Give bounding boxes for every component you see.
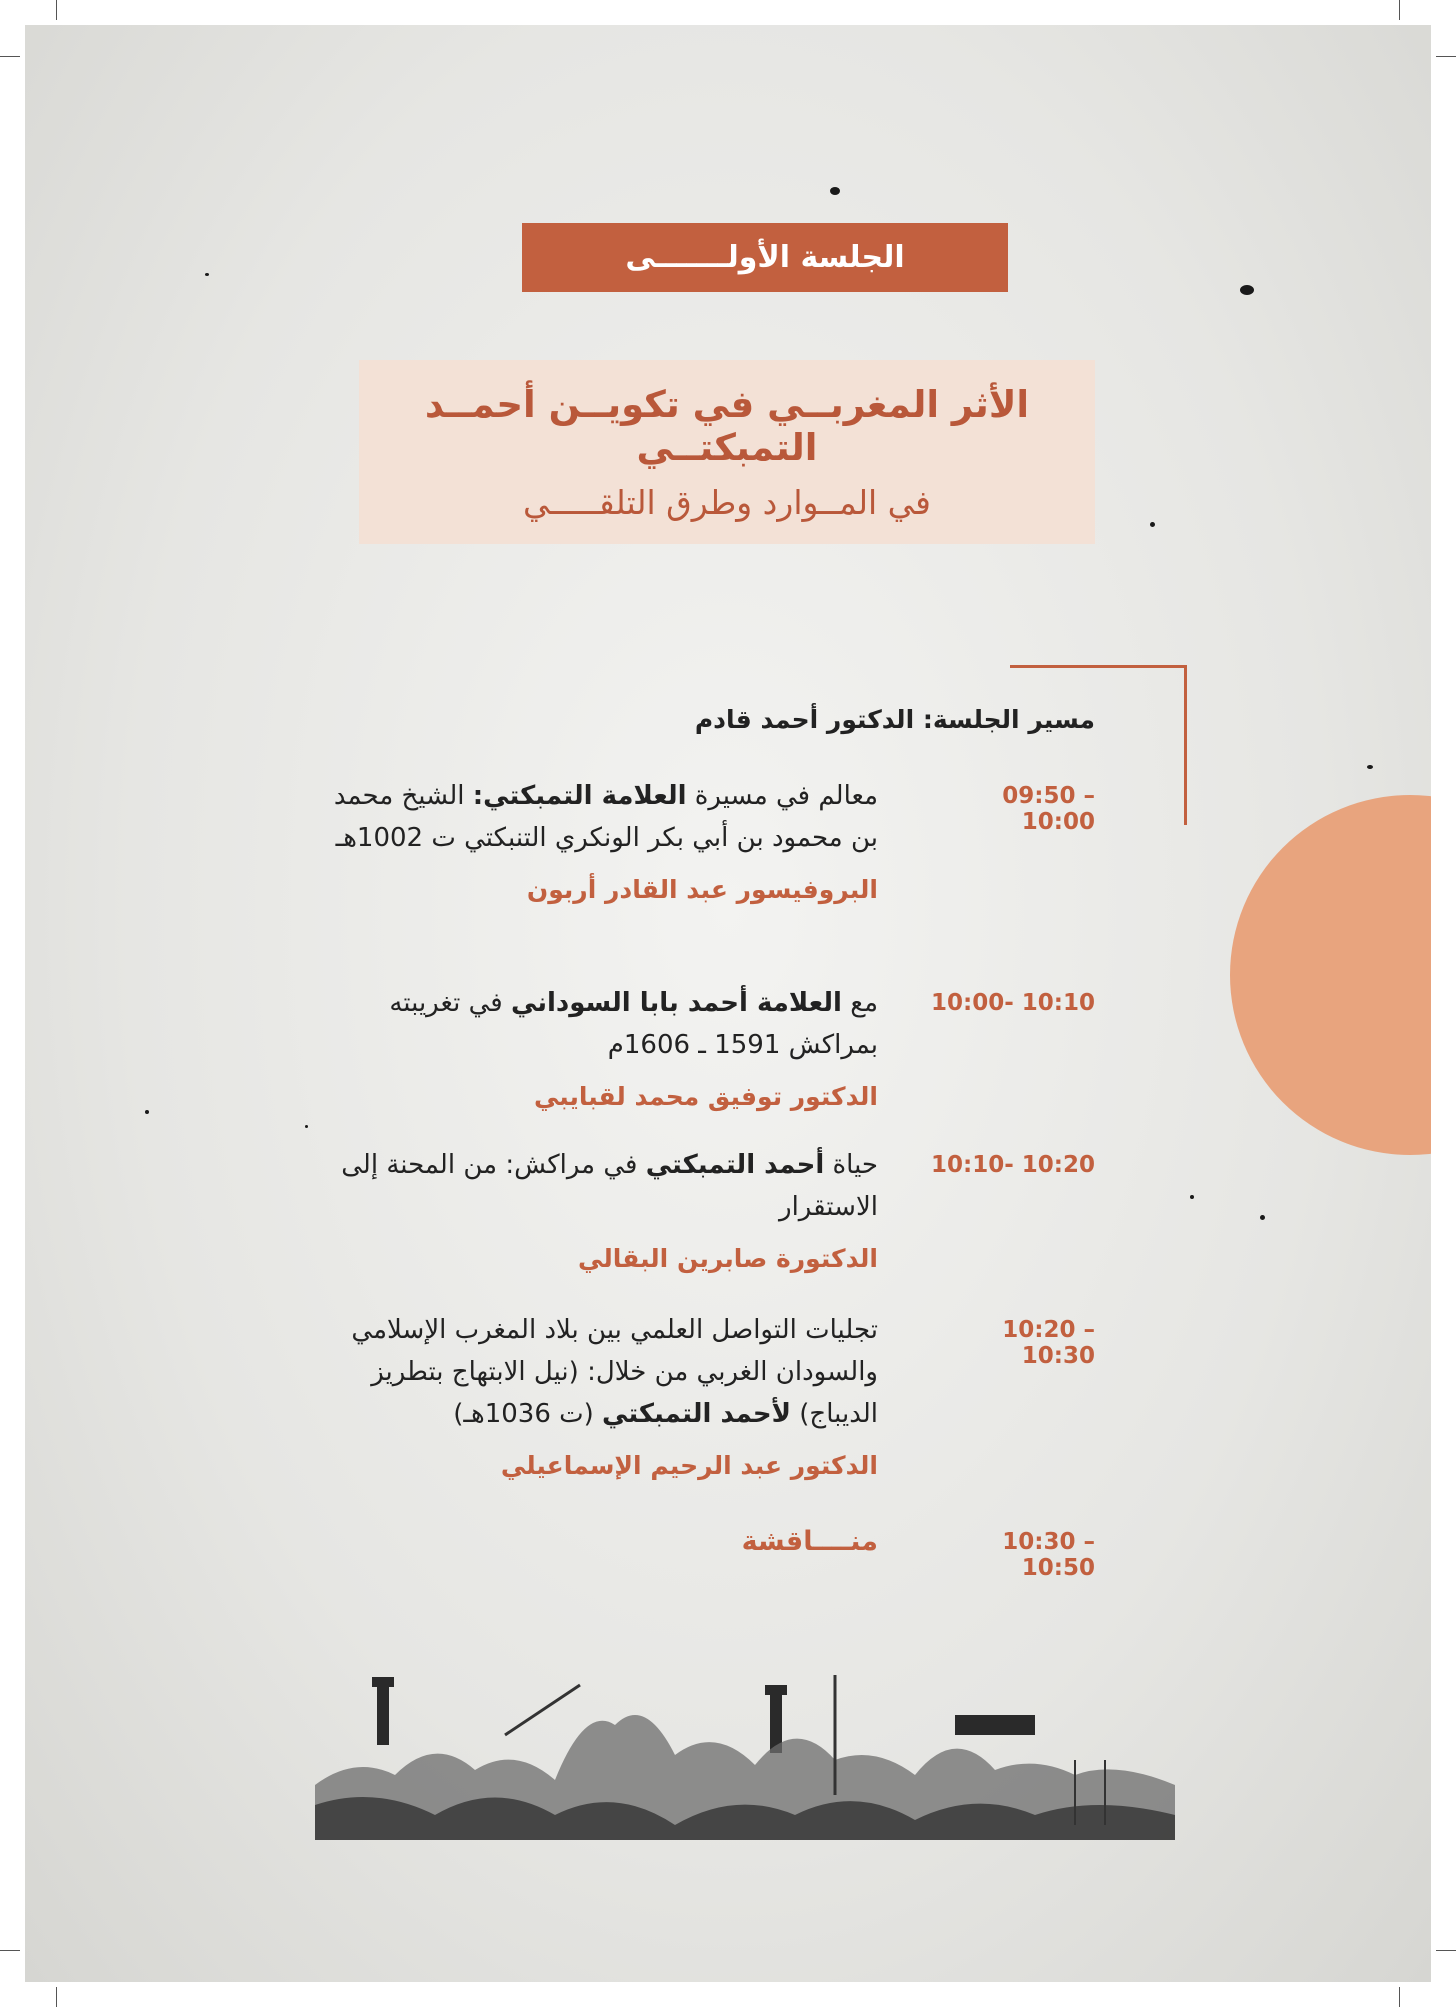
talk-text: في مراكش: من المحنة إلى الاستقرار xyxy=(341,1150,878,1222)
speaker-name: الدكتور توفيق محمد لقبايبي xyxy=(533,1082,878,1111)
program-time: 09:50 – 10:00 xyxy=(1002,783,1095,835)
discussion-label: منــــاقشة xyxy=(741,1526,878,1557)
decorative-bracket-side xyxy=(1184,665,1187,825)
program-time: 10:10- 10:20 xyxy=(931,1152,1095,1178)
program-time: 10:00- 10:10 xyxy=(931,990,1095,1016)
talk-text: في تغريبته بمراكش 1591 ـ 1606م xyxy=(389,988,878,1060)
historic-caravan-illustration xyxy=(315,1665,1175,1840)
speaker-name: الدكتورة صابرين البقالي xyxy=(578,1244,878,1273)
talk-highlight: أحمد التمبكتي xyxy=(645,1150,825,1180)
speaker-name: البروفيسور عبد القادر أربون xyxy=(526,875,878,904)
talk-highlight: العلامة أحمد بابا السوداني xyxy=(510,988,842,1018)
theme-subtitle: في المــوارد وطرق التلقـــــي xyxy=(523,482,931,522)
program-talk xyxy=(318,1309,878,1487)
talk-highlight: لأحمد التمبكتي xyxy=(602,1399,791,1429)
talk-highlight: العلامة التمبكتي: xyxy=(472,781,687,811)
program-time: 10:20 – 10:30 xyxy=(1002,1317,1095,1369)
decorative-bracket-top xyxy=(1010,665,1187,668)
program-time: 10:30 – 10:50 xyxy=(1002,1529,1095,1581)
talk-text: تجليات التواصل العلمي بين بلاد المغرب الإسلامي والسودان الغربي من خلال: (نيل الابتهاج بتطريز الديباج) xyxy=(351,1315,878,1429)
talk-text: معالم في مسيرة xyxy=(686,781,878,811)
session-moderator: مسير الجلسة: الدكتور أحمد قادم xyxy=(694,705,1095,734)
program-talk xyxy=(318,982,878,1118)
page-background xyxy=(25,25,1431,1982)
session-title: الجلسة الأولـــــــى xyxy=(522,223,1008,292)
program-talk xyxy=(318,775,878,911)
program-talk xyxy=(318,1144,878,1280)
talk-text: حياة xyxy=(824,1150,878,1180)
theme-title: الأثر المغربــي في تكويــن أحمــد التمبكتــي xyxy=(424,382,1030,469)
talk-text: مع xyxy=(841,988,878,1018)
theme-box xyxy=(359,360,1095,544)
decorative-circle xyxy=(1230,795,1431,1155)
talk-text: (ت 1036هـ) xyxy=(453,1399,603,1429)
talk-text: الشيخ محمد بن محمود بن أبي بكر الونكري التنبكتي ت 1002هـ xyxy=(333,781,878,853)
speaker-name: الدكتور عبد الرحيم الإسماعيلي xyxy=(500,1451,878,1480)
